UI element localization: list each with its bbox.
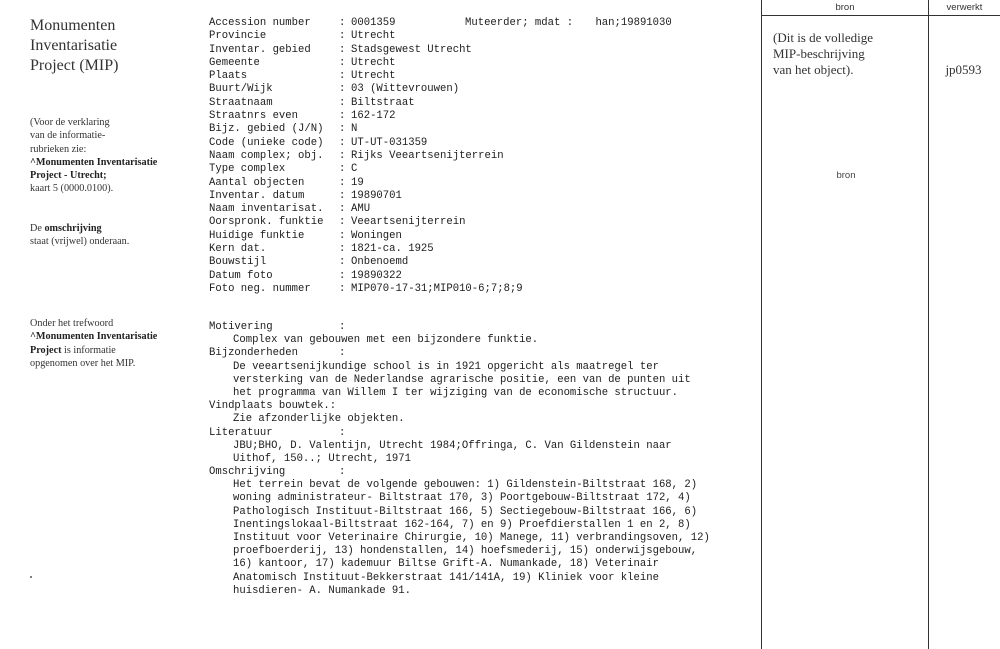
- section-title: Motivering: [209, 321, 273, 333]
- section-heading: [209, 321, 710, 334]
- field-label: Accession number: [209, 17, 311, 29]
- field-label: Bijz. gebied (J/N): [209, 123, 324, 136]
- field-separator: :: [339, 17, 346, 29]
- field-label: Muteerder; mdat: [465, 17, 561, 29]
- field-value: 19: [351, 176, 364, 189]
- field-separator: :: [339, 229, 346, 242]
- section-separator: :: [339, 466, 346, 479]
- verwerkt-value: jp0593: [945, 62, 982, 77]
- field-value: UT-UT-031359: [351, 136, 428, 149]
- field-value: han;19891030: [595, 17, 672, 29]
- field-value: C: [351, 163, 358, 176]
- record-sections: [209, 321, 710, 598]
- section-text-line: Inentingslokaal-Biltstraat 162-164, 7) en 9) Proefdierstallen 1 en 2, 8): [233, 518, 691, 531]
- section-text-line: JBU;BHO, D. Valentijn, Utrecht 1984;Offringa, C. Van Gildenstein naar: [233, 439, 672, 452]
- field-label: Code (unieke code): [209, 136, 324, 149]
- field-value: Woningen: [351, 229, 402, 242]
- field-separator: :: [566, 17, 574, 29]
- section-title: Omschrijving: [209, 466, 286, 479]
- field-label: Plaats: [209, 70, 248, 83]
- bron-line: van het object).: [773, 62, 854, 77]
- field-label: Inventar. datum: [209, 189, 305, 202]
- explanation-note: [30, 116, 190, 196]
- section-text-line: huisdieren- A. Numankade 91.: [233, 584, 412, 597]
- field-label: Buurt/Wijk: [209, 83, 273, 96]
- note-reference: ^Monumenten Inventarisatie: [30, 331, 158, 343]
- document-title: [30, 16, 190, 76]
- field-label: Aantal objecten: [209, 176, 305, 189]
- keyword-note: [30, 317, 190, 370]
- field-separator: :: [339, 163, 346, 176]
- field-separator: :: [339, 189, 346, 202]
- field-separator: :: [339, 83, 346, 96]
- section-heading: [209, 400, 710, 413]
- section-heading: [209, 427, 710, 440]
- field-label: Naam complex; obj.: [209, 149, 324, 162]
- note-line: Onder het trefwoord: [30, 318, 114, 329]
- bron-line: MIP-beschrijving: [773, 46, 865, 61]
- field-label: Straatnrs even: [209, 110, 299, 123]
- field-separator: :: [339, 70, 346, 83]
- section-title: Bijzonderheden: [209, 347, 299, 360]
- field-label: Provincie: [209, 30, 267, 43]
- section-text-line: Complex van gebouwen met een bijzondere funktie.: [233, 334, 539, 347]
- section-text-line: Anatomisch Instituut-Bekkerstraat 141/141A, 19) Kliniek voor kleine: [233, 571, 659, 584]
- speck: [30, 576, 32, 578]
- section-title: Vindplaats bouwtek.:: [209, 400, 337, 413]
- section-text-line: Pathologisch Instituut-Biltstraat 166, 5) Sectiegebouw-Biltstraat 166, 6): [233, 505, 698, 518]
- field-value: Utrecht: [351, 70, 396, 83]
- section-heading: [209, 347, 710, 360]
- field-value: 162-172: [351, 110, 396, 123]
- bron-label: bron: [836, 170, 856, 181]
- field-separator: :: [339, 43, 346, 56]
- section-text-line: Zie afzonderlijke objekten.: [233, 413, 405, 426]
- field-label: Huidige funktie: [209, 229, 305, 242]
- note-text: is informatie: [61, 344, 116, 356]
- field-separator: :: [339, 96, 346, 109]
- note-text: De: [30, 223, 45, 234]
- section-text-line: het programma van Willem I ter wijziging van de economische structuur.: [233, 386, 679, 399]
- field-value: 19890322: [351, 269, 402, 282]
- field-label: Bouwstijl: [209, 256, 267, 269]
- section-text-line: woning administrateur- Biltstraat 170, 3) Poortgebouw-Biltstraat 172, 4): [233, 492, 691, 505]
- section-separator: :: [339, 426, 346, 439]
- field-separator: :: [339, 136, 346, 149]
- title-line: Project (MIP): [30, 57, 119, 74]
- note-line: rubrieken zie:: [30, 143, 87, 155]
- field-label: Type complex: [209, 163, 286, 176]
- field-separator: :: [339, 176, 346, 189]
- section-separator: :: [339, 321, 346, 333]
- field-separator: :: [339, 203, 346, 216]
- header-rule: [761, 15, 1000, 16]
- field-value: 19890701: [351, 189, 402, 202]
- field-value: Utrecht: [351, 30, 396, 43]
- bron-note: [773, 30, 923, 78]
- field-value: Stadsgewest Utrecht: [351, 43, 472, 56]
- column-divider: [761, 0, 762, 649]
- note-line: (Voor de verklaring: [30, 117, 110, 128]
- field-value: Onbenoemd: [351, 256, 409, 269]
- field-value: N: [351, 123, 358, 136]
- section-text-line: 16) kantoor, 17) kademuur Biltse Grift-A. Numankade, 18) Veterinair: [233, 558, 659, 571]
- field-value: 03 (Wittevrouwen): [351, 83, 460, 96]
- note-line: opgenomen over het MIP.: [30, 357, 136, 369]
- section-text-line: Het terrein bevat de volgende gebouwen: 1) Gildenstein-Biltstraat 168, 2): [233, 479, 698, 492]
- note-line: van de informatie-: [30, 130, 106, 142]
- section-text-line: De veeartsenijkundige school is in 1921 opgericht als maatregel ter: [233, 360, 659, 373]
- verwerkt-header: verwerkt: [946, 2, 983, 13]
- section-text-line: versterking van de Nederlandse agrarische positie, een van de punten uit: [233, 373, 691, 386]
- field-separator: :: [339, 216, 346, 229]
- field-separator: :: [339, 269, 346, 282]
- note-reference: ^Monumenten Inventarisatie: [30, 156, 158, 168]
- field-value: Biltstraat: [351, 96, 415, 109]
- field-separator: :: [339, 149, 346, 162]
- field-separator: :: [339, 56, 346, 69]
- field-label: Kern dat.: [209, 243, 267, 256]
- column-divider: [928, 0, 929, 649]
- bron-header: bron: [835, 2, 855, 13]
- field-value: AMU: [351, 203, 371, 216]
- field-separator: :: [339, 123, 346, 136]
- field-label: Inventar. gebied: [209, 43, 311, 56]
- field-label: Naam inventarisat.: [209, 203, 324, 216]
- field-label: Datum foto: [209, 269, 273, 282]
- note-keyword: omschrijving: [44, 223, 102, 234]
- field-label: Oorspronk. funktie: [209, 216, 324, 229]
- field-label: Straatnaam: [209, 96, 273, 109]
- field-value: 0001359: [351, 17, 396, 29]
- title-line: Inventarisatie: [30, 37, 118, 54]
- note-line: staat (vrijwel) onderaan.: [30, 236, 130, 248]
- field-separator: :: [339, 256, 346, 269]
- field-value: MIP070-17-31;MIP010-6;7;8;9: [351, 282, 523, 295]
- note-reference: Project: [30, 344, 62, 356]
- section-title: Literatuur: [209, 426, 273, 439]
- section-text-line: Uithof, 150..; Utrecht, 1971: [233, 452, 412, 465]
- field-separator: :: [339, 243, 346, 256]
- field-value: Veeartsenijterrein: [351, 216, 466, 229]
- description-note: [30, 222, 190, 249]
- title-line: Monumenten: [30, 17, 116, 34]
- section-heading: [209, 466, 710, 479]
- bron-line: (Dit is de volledige: [773, 30, 874, 45]
- field-label: Gemeente: [209, 56, 260, 69]
- section-separator: :: [339, 347, 346, 360]
- field-value: Utrecht: [351, 56, 396, 69]
- field-value: 1821-ca. 1925: [351, 243, 434, 256]
- field-value: Rijks Veeartsenijterrein: [351, 149, 504, 162]
- field-label: Foto neg. nummer: [209, 282, 311, 295]
- muteerder-field: [465, 17, 672, 30]
- field-separator: :: [339, 282, 346, 295]
- field-separator: :: [339, 110, 346, 123]
- field-separator: :: [339, 30, 346, 43]
- note-line: kaart 5 (0000.0100).: [30, 183, 114, 195]
- section-text-line: proefboerderij, 13) hondenstallen, 14) hoefsmederij, 15) onderwijsgebouw,: [233, 545, 698, 558]
- section-text-line: Instituut voor Veterinaire Chirurgie, 10) Manege, 11) verbrandingsoven, 12): [233, 532, 710, 544]
- note-reference: Project - Utrecht;: [30, 170, 107, 182]
